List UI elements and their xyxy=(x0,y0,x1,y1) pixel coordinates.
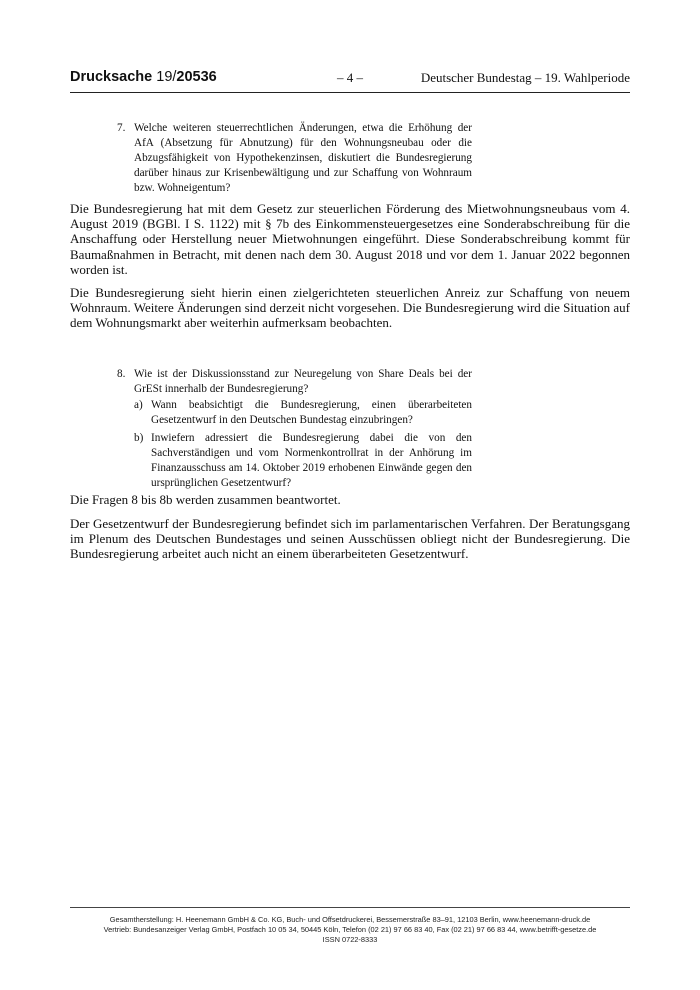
doc-number-prefix: 19/ xyxy=(156,69,177,85)
question-8a-text: Wann beabsichtigt die Bundesregierung, einen überarbeiteten Gesetzentwurf in den Deutschen Bundestag einzubringen? xyxy=(151,399,472,426)
page-number: – 4 – xyxy=(337,70,363,85)
doc-type: Drucksache xyxy=(70,69,153,85)
question-8-text: Wie ist der Diskussionsstand zur Neuregelung von Share Deals bei der GrESt innerhalb der Bundesregierung? xyxy=(134,368,472,395)
footer-line-1: Gesamtherstellung: H. Heenemann GmbH & Co. KG, Buch- und Offsetdruckerei, Bessemerstraße 83–91, 12103 Berlin, www.heenemann-druck.de xyxy=(109,915,591,924)
answer-7-paragraph-2: Die Bundesregierung sieht hierin einen zielgerichteten steuerlichen Anreiz zur Schaffung von neuem Wohnraum. Weitere Änderungen sind derzeit nicht vorgesehen. Die Bundesregierung wird die Situation auf dem Wohnungsmarkt aber weiterhin aufmerksam beobachten. xyxy=(70,285,630,331)
footer-issn: ISSN 0722-8333 xyxy=(322,935,378,944)
answer-7-paragraph-1: Die Bundesregierung hat mit dem Gesetz zur steuerlichen Förderung des Mietwohnungsneubaus vom 4. August 2019 (BGBl. I S. 1122) mit § 7b des Einkommensteuergesetzes eine Sonderabschreibung für die Anschaffung oder Herstellung neuer Mietwohnungen eingeführt. Diese Sonderabschreibung kommt für Baumaßnahmen in Betracht, mit denen nach dem 30. August 2018 und vor dem 1. Januar 2022 begonnen worden ist. xyxy=(70,201,630,277)
publisher: Deutscher Bundestag – 19. Wahlperiode xyxy=(420,70,630,85)
answer-8-paragraph-2: Der Gesetzentwurf der Bundesregierung befindet sich im parlamentarischen Verfahren. Der Beratungsgang im Plenum des Deutschen Bundestages und seinen Ausschüssen obliegt nicht der Bundesregierung. Die Bundesregierung arbeitet auch nicht an einem überarbeiteten Gesetzentwurf. xyxy=(70,516,630,562)
question-7-number: 7. xyxy=(117,122,126,134)
question-7-text: Welche weiteren steuerrechtlichen Änderungen, etwa die Erhöhung der AfA (Absetzung für Abnutzung) für den Wohnungsneubau oder die Abzugsfähigkeit von Hypothekenzinsen, diskutiert die Bundesregierung darüber hinaus zur Krisenbewältigung und zur Schaffung von Wohnraum bzw. Wohneigentum? xyxy=(134,122,472,194)
footer-line-2: Vertrieb: Bundesanzeiger Verlag GmbH, Postfach 10 05 34, 50445 Köln, Telefon (02 21) 97 66 83 40, Fax (02 21) 97 66 83 44, www.betrifft-gesetze.de xyxy=(103,925,597,934)
question-8-number: 8. xyxy=(117,368,126,380)
question-8b-text: Inwiefern adressiert die Bundesregierung dabei die von den Sachverständigen und vom Normenkontrollrat in der Anhörung im Finanzausschuss am 14. Oktober 2019 erhobenen Einwände gegen den ursprünglichen Gesetzentwurf? xyxy=(151,432,472,489)
page-header xyxy=(70,69,630,91)
footer-rule xyxy=(70,907,630,908)
question-8a-label: a) xyxy=(134,399,143,411)
answer-8-paragraph-1: Die Fragen 8 bis 8b werden zusammen beantwortet. xyxy=(70,492,341,507)
question-8b-label: b) xyxy=(134,432,144,444)
doc-number-value: 20536 xyxy=(176,69,217,85)
header-rule xyxy=(70,92,630,93)
